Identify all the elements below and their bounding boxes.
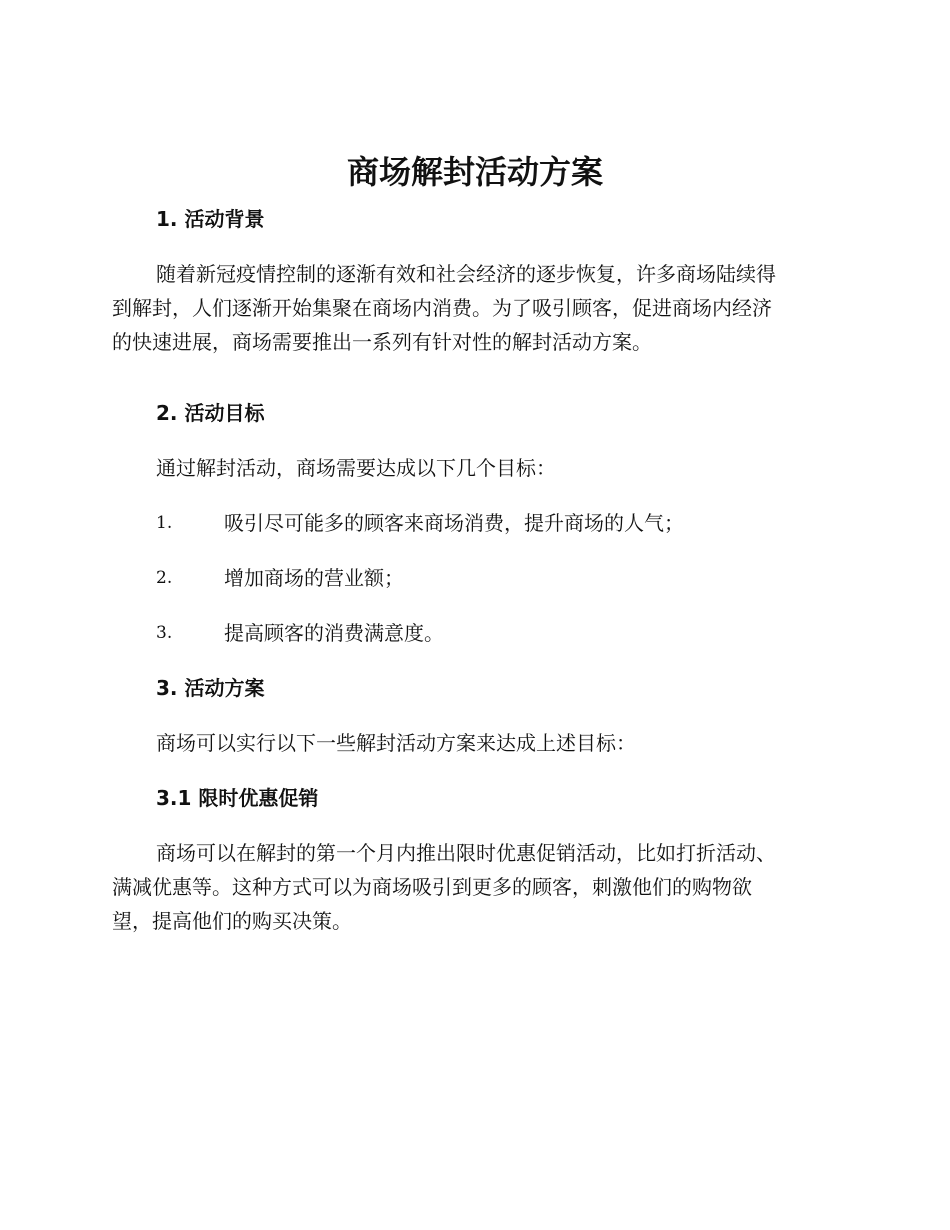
paragraph-line: 的快速进展，商场需要推出一系列有针对性的解封活动方案。 (112, 330, 652, 354)
section-heading-goals: 2. 活动目标 (156, 401, 265, 425)
promotion-paragraph (112, 836, 842, 938)
paragraph-line: 满减优惠等。这种方式可以为商场吸引到更多的顾客，刺激他们的购物欲 (112, 875, 752, 899)
subsection-heading-promotion: 3.1 限时优惠促销 (156, 786, 319, 810)
goals-intro: 通过解封活动，商场需要达成以下几个目标： (156, 456, 556, 480)
paragraph-line: 随着新冠疫情控制的逐渐有效和社会经济的逐步恢复，许多商场陆续得 (156, 262, 776, 286)
background-paragraph (112, 257, 842, 359)
list-text: 增加商场的营业额； (224, 566, 404, 590)
section-heading-background: 1. 活动背景 (156, 207, 265, 231)
list-text: 吸引尽可能多的顾客来商场消费，提升商场的人气； (224, 511, 684, 535)
list-number: 3. (156, 623, 173, 643)
list-text: 提高顾客的消费满意度。 (224, 621, 444, 645)
section-heading-plan: 3. 活动方案 (156, 676, 265, 700)
plan-intro: 商场可以实行以下一些解封活动方案来达成上述目标： (156, 731, 636, 755)
list-number: 2. (156, 568, 173, 588)
paragraph-line: 到解封，人们逐渐开始集聚在商场内消费。为了吸引顾客，促进商场内经济 (112, 296, 772, 320)
document-title: 商场解封活动方案 (346, 153, 603, 191)
list-number: 1. (156, 513, 173, 533)
paragraph-line: 望，提高他们的购买决策。 (112, 909, 352, 933)
paragraph-line: 商场可以在解封的第一个月内推出限时优惠促销活动，比如打折活动、 (156, 841, 776, 865)
